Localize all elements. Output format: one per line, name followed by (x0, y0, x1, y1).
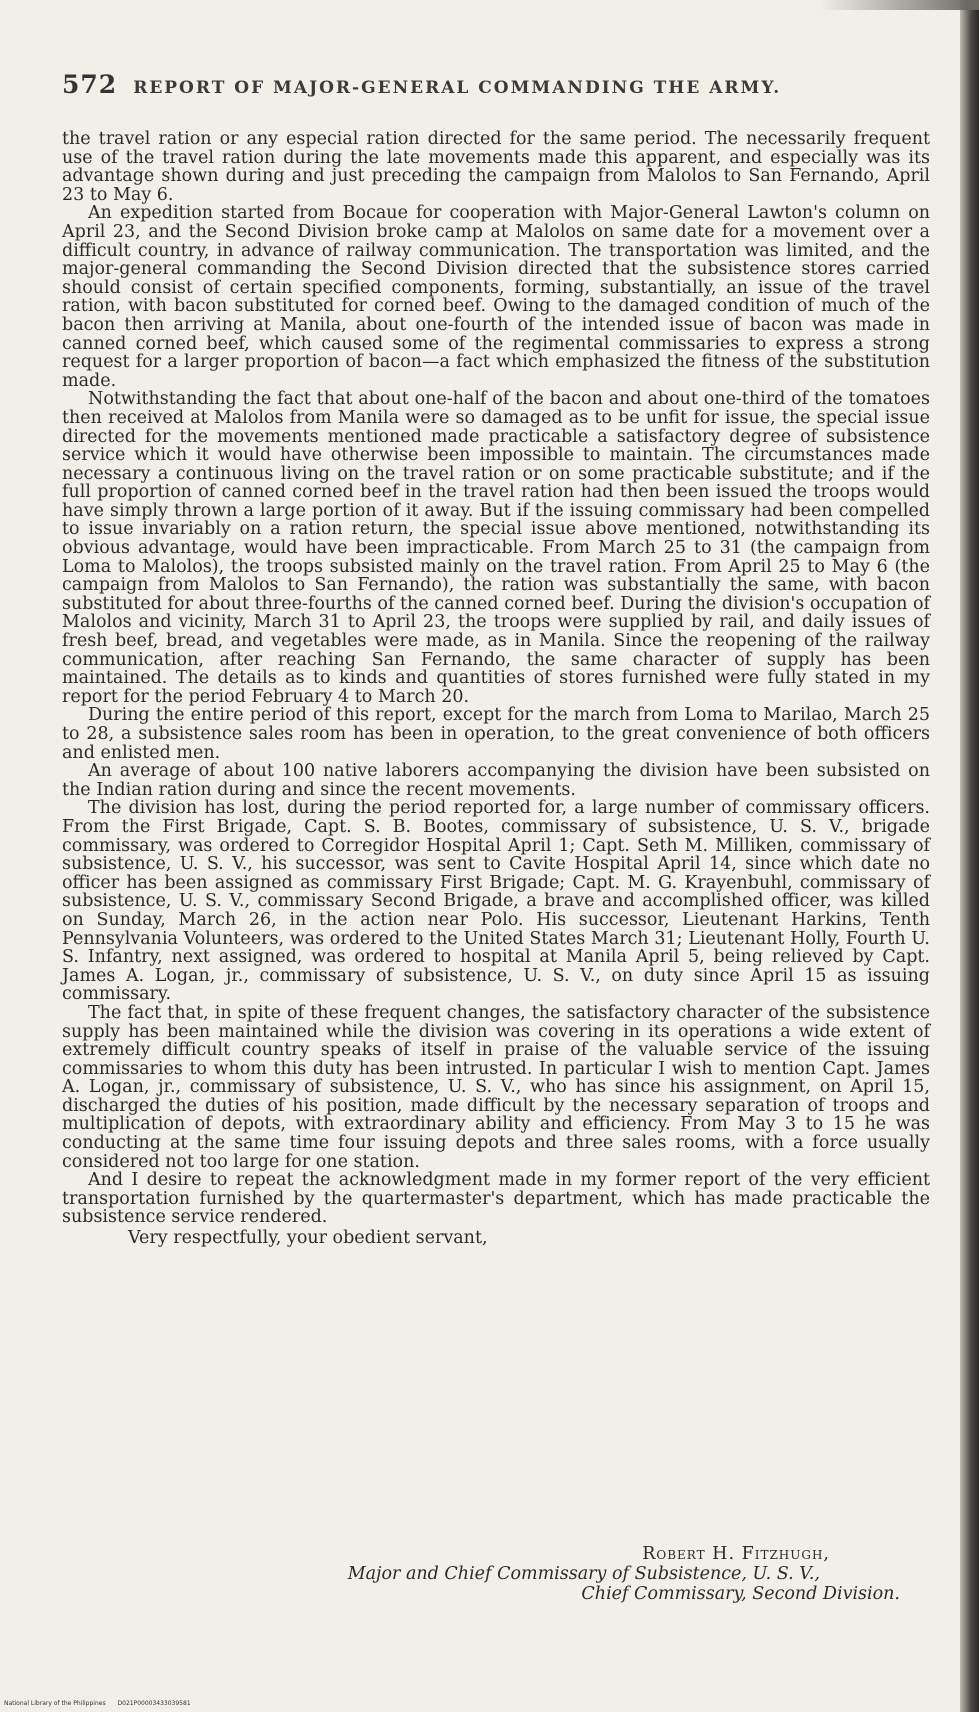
page-number: 572 (62, 70, 118, 99)
footer-identifier: D021P00003433039581 (117, 1700, 191, 1707)
page-top-shadow (819, 0, 979, 10)
paragraph: the travel ration or any especial ration directed for the same period. The necessarily frequent use of the travel ration during the late movements made this apparent, and especially was its advantage shown during and just preceding the campaign from Malolos to San Fernando, April 23 to May 6. (62, 129, 930, 205)
paragraph: The fact that, in spite of these frequent changes, the satisfactory character of the subsistence supply has been maintained while the division was covering in its operations a wide extent of extremely difficult country speaks of itself in praise of the valuable service of the issuing commissaries to whom this duty has been intrusted. In particular I wish to mention Capt. James A. Logan, jr., commissary of subsistence, U. S. V., who has since his assignment, on April 15, discharged the duties of his position, made difficult by the necessary separation of troops and multiplication of depots, with extraordinary ability and efficiency. From May 3 to 15 he was conducting at the same time four issuing depots and three sales rooms, with a force usually considered not too large for one station. (62, 1002, 930, 1172)
paragraph: The division has lost, during the period reported for, a large number of commissary officers. From the First Brigade, Capt. S. B. Bootes, commissary of subsistence, U. S. V., brigade commissary, was ordered to Corregidor Hospital April 1; Capt. Seth M. Milliken, commissary of subsistence, U. S. V., his successor, was sent to Cavite Hospital April 14, since which date no officer has been assigned as commissary First Brigade; Capt. M. G. Krayenbuhl, commissary of subsistence, U. S. V., commissary Second Brigade, a brave and accomplished officer, was killed on Sunday, March 26, in the action near Polo. His successor, Lieutenant Harkins, Tenth Pennsylvania Volunteers, was ordered to the United States March 31; Lieutenant Holly, Fourth U. S. Infantry, next assigned, was ordered to hospital at Manila April 5, being relieved by Capt. James A. Logan, jr., commissary of subsistence, U. S. V., on duty since April 15 as issuing commissary. (62, 798, 930, 1005)
paragraph: An average of about 100 native laborers accompanying the division have been subsisted on the Indian ration during and since the recent movements. (62, 761, 930, 800)
page-header (62, 70, 892, 99)
signature-name: Robert H. Fitzhugh, (642, 1544, 830, 1564)
signature-title: Major and Chief Commissary of Subsistence, U. S. V., (347, 1564, 820, 1584)
paragraph: And I desire to repeat the acknowledgment made in my former report of the very efficient transportation furnished by the quartermaster's department, which has made practicable the subsistence service rendered. (62, 1170, 930, 1228)
paragraph: Notwithstanding the fact that about one-half of the bacon and about one-third of the tomatoes then received at Malolos from Manila were so damaged as to be unfit for issue, the special issue directed for the movements mentioned made practicable a satisfactory degree of subsistence service which it would have otherwise been impossible to maintain. The circumstances made necessary a continuous living on the travel ration or on some practicable substitute; and if the full proportion of canned corned beef in the travel ration had then been issued the troops would have simply thrown a large portion of it away. But if the issuing commissary had been compelled to issue invariably on a ration return, the special issue above mentioned, notwithstanding its obvious advantage, would have been impracticable. From March 25 to 31 (the campaign from Loma to Malolos), the troops subsisted mainly on the travel ration. From April 25 to May 6 (the campaign from Malolos to San Fernando), the ration was substantially the same, with bacon substituted for about three-fourths of the canned corned beef. During the division's occupation of Malolos and vicinity, March 31 to April 23, the troops were supplied by rail, and daily issues of fresh beef, bread, and vegetables were made, as in Manila. Since the reopening of the railway communication, after reaching San Fernando, the same character of supply has been maintained. The details as to kinds and quantities of stores furnished were fully stated in my report for the period February 4 to March 20. (62, 389, 930, 707)
signature-block (250, 1544, 930, 1604)
closing-line: Very respectfully, your obedient servant, (128, 1228, 488, 1249)
signature-title-2: Chief Commissary, Second Division. (581, 1584, 900, 1604)
running-head: REPORT OF MAJOR-GENERAL COMMANDING THE ARMY. (133, 78, 782, 98)
page-binding-edge (960, 0, 979, 1712)
body-text (62, 130, 930, 1248)
paragraph: An expedition started from Bocaue for cooperation with Major-General Lawton's column on April 23, and the Second Division broke camp at Malolos on same date for a movement over a difficult country, in advance of railway communication. The transportation was limited, and the major-general commanding the Second Division directed that the subsistence stores carried should consist of certain specified components, forming, substantially, an issue of the travel ration, with bacon substituted for corned beef. Owing to the damaged condition of much of the bacon then arriving at Manila, about one-fourth of the intended issue of bacon was made in canned corned beef, which caused some of the regimental commissaries to express a strong request for a larger proportion of bacon—a fact which emphasized the fitness of the substitution made. (62, 203, 930, 391)
footer (4, 1700, 201, 1707)
paragraph: During the entire period of this report, except for the march from Loma to Marilao, March 25 to 28, a subsistence sales room has been in operation, to the great convenience of both officers and enlisted men. (62, 705, 930, 763)
footer-library: National Library of the Philippines (4, 1700, 106, 1707)
